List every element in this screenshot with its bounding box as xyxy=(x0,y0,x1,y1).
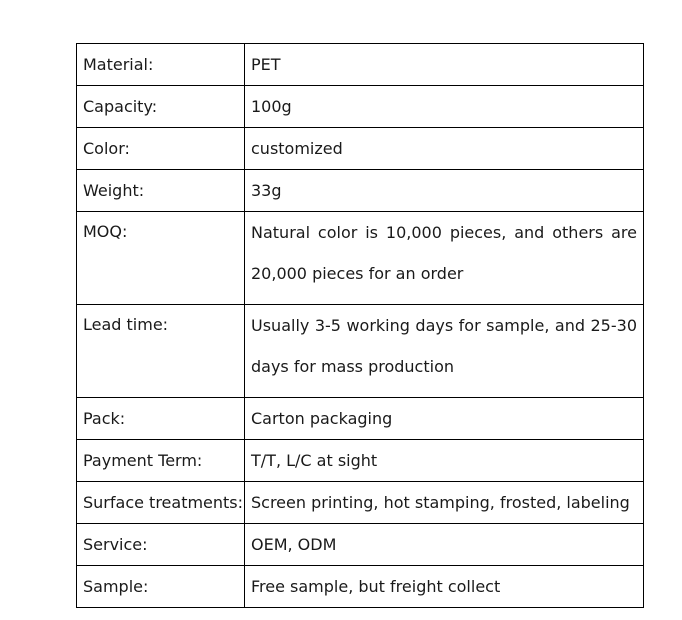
spec-row-material xyxy=(77,44,644,86)
spec-label: Sample: xyxy=(77,566,245,608)
spec-row-service xyxy=(77,524,644,566)
spec-row-lead-time xyxy=(77,305,644,398)
spec-row-pack xyxy=(77,398,644,440)
spec-label: Service: xyxy=(77,524,245,566)
spec-value-line-1: Natural color is 10,000 pieces, and others are xyxy=(251,223,637,242)
spec-row-payment-term xyxy=(77,440,644,482)
spec-value xyxy=(245,305,644,398)
spec-label: Lead time: xyxy=(77,305,245,398)
spec-value: T/T, L/C at sight xyxy=(245,440,644,482)
spec-row-surface-treatments xyxy=(77,482,644,524)
spec-label: Capacity: xyxy=(77,86,245,128)
spec-value: Carton packaging xyxy=(245,398,644,440)
spec-value xyxy=(245,212,644,305)
spec-value: OEM, ODM xyxy=(245,524,644,566)
spec-label: Surface treatments: xyxy=(77,482,245,524)
spec-label: Weight: xyxy=(77,170,245,212)
spec-label: Pack: xyxy=(77,398,245,440)
spec-label: MOQ: xyxy=(77,212,245,305)
spec-value: customized xyxy=(245,128,644,170)
spec-value: Screen printing, hot stamping, frosted, labeling xyxy=(245,482,644,524)
spec-row-weight xyxy=(77,170,644,212)
spec-value-line-2: days for mass production xyxy=(251,357,454,376)
spec-row-sample xyxy=(77,566,644,608)
spec-value: 33g xyxy=(245,170,644,212)
spec-value-line-2: 20,000 pieces for an order xyxy=(251,264,464,283)
product-spec-table xyxy=(76,43,644,608)
spec-label: Payment Term: xyxy=(77,440,245,482)
spec-value: 100g xyxy=(245,86,644,128)
spec-row-moq xyxy=(77,212,644,305)
spec-value-line-1: Usually 3-5 working days for sample, and 25-30 xyxy=(251,316,637,335)
spec-row-capacity xyxy=(77,86,644,128)
spec-value: Free sample, but freight collect xyxy=(245,566,644,608)
spec-label: Color: xyxy=(77,128,245,170)
spec-label: Material: xyxy=(77,44,245,86)
spec-value: PET xyxy=(245,44,644,86)
spec-row-color xyxy=(77,128,644,170)
